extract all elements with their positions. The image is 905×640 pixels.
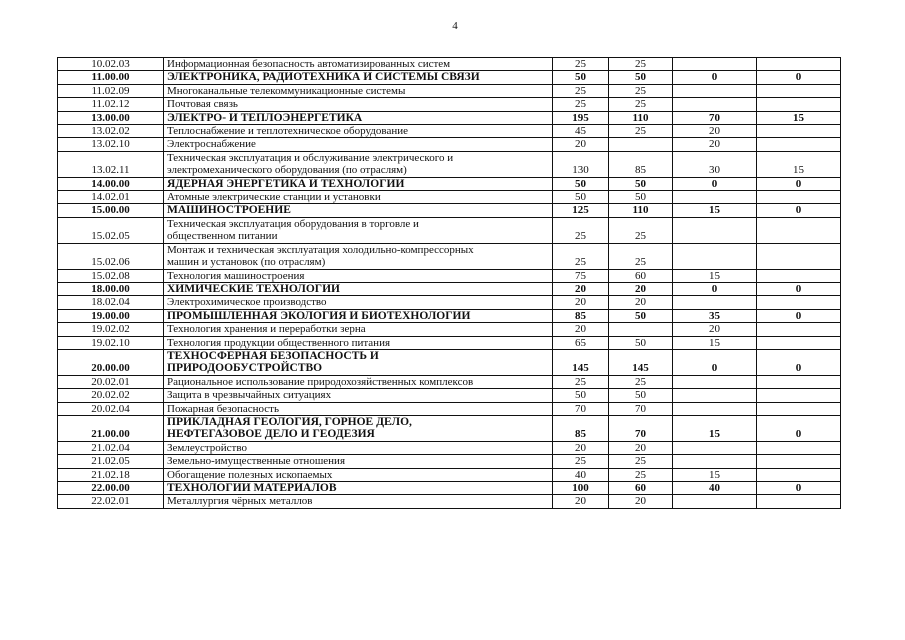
name-cell: [164, 204, 553, 217]
value-cell-c2: 50: [609, 336, 673, 349]
table-row: [58, 217, 841, 243]
code-cell: 13.02.10: [58, 138, 164, 151]
name-line: ТЕХНОСФЕРНАЯ БЕЗОПАСНОСТЬ И: [167, 349, 379, 362]
value-cell-c4: [757, 217, 841, 243]
name-cell: [164, 495, 553, 508]
code-cell: 15.02.06: [58, 243, 164, 269]
name-line: Атомные электрические станции и установки: [167, 191, 381, 204]
value-cell-c2: 145: [609, 349, 673, 375]
name-line: Обогащение полезных ископаемых: [167, 468, 333, 481]
value-cell-c1: 50: [553, 71, 609, 84]
name-cell: [164, 217, 553, 243]
table-row-group: [58, 177, 841, 190]
value-cell-c3: [673, 58, 757, 71]
value-cell-c1: 125: [553, 204, 609, 217]
value-cell-c1: 25: [553, 375, 609, 388]
value-cell-c2: 50: [609, 191, 673, 204]
name-cell: [164, 389, 553, 402]
name-line: ПРИКЛАДНАЯ ГЕОЛОГИЯ, ГОРНОЕ ДЕЛО,: [167, 415, 412, 428]
value-cell-c4: [757, 468, 841, 481]
table-row: [58, 296, 841, 309]
value-cell-c3: 15: [673, 269, 757, 282]
value-cell-c2: 25: [609, 455, 673, 468]
name-cell: [164, 243, 553, 269]
table-row: [58, 84, 841, 97]
value-cell-c3: [673, 441, 757, 454]
value-cell-c2: 50: [609, 309, 673, 322]
value-cell-c3: 20: [673, 323, 757, 336]
value-cell-c4: 0: [757, 415, 841, 441]
name-line: Рациональное использование природохозяйственных комплексов: [167, 375, 474, 388]
code-cell: 20.02.02: [58, 389, 164, 402]
value-cell-c3: 20: [673, 125, 757, 138]
value-cell-c2: 25: [609, 375, 673, 388]
value-cell-c3: 0: [673, 349, 757, 375]
name-cell: [164, 349, 553, 375]
value-cell-c2: [609, 138, 673, 151]
table-row: [58, 125, 841, 138]
name-cell: [164, 125, 553, 138]
name-line: Электроснабжение: [167, 138, 256, 151]
value-cell-c3: [673, 402, 757, 415]
value-cell-c1: 25: [553, 217, 609, 243]
value-cell-c3: 15: [673, 468, 757, 481]
table-body: [58, 58, 841, 509]
value-cell-c1: 20: [553, 495, 609, 508]
name-line: Земельно-имущественные отношения: [167, 455, 345, 468]
table-row: [58, 336, 841, 349]
name-line: Информационная безопасность автоматизированных систем: [167, 58, 451, 70]
value-cell-c4: [757, 323, 841, 336]
table-row: [58, 58, 841, 71]
value-cell-c3: 30: [673, 151, 757, 177]
code-cell: 14.00.00: [58, 177, 164, 190]
value-cell-c3: [673, 217, 757, 243]
value-cell-c1: 50: [553, 177, 609, 190]
value-cell-c1: 75: [553, 269, 609, 282]
value-cell-c2: 85: [609, 151, 673, 177]
page-number: 4: [452, 20, 458, 32]
code-cell: 21.02.04: [58, 441, 164, 454]
name-cell: [164, 441, 553, 454]
value-cell-c4: 0: [757, 349, 841, 375]
value-cell-c1: 45: [553, 125, 609, 138]
value-cell-c4: [757, 296, 841, 309]
name-cell: [164, 177, 553, 190]
value-cell-c4: 0: [757, 482, 841, 495]
table-row: [58, 138, 841, 151]
value-cell-c2: 110: [609, 111, 673, 124]
code-cell: 10.02.03: [58, 58, 164, 71]
name-line: ХИМИЧЕСКИЕ ТЕХНОЛОГИИ: [167, 282, 340, 295]
value-cell-c2: 25: [609, 125, 673, 138]
name-cell: [164, 323, 553, 336]
value-cell-c3: 15: [673, 204, 757, 217]
code-cell: 13.02.02: [58, 125, 164, 138]
value-cell-c2: 25: [609, 58, 673, 71]
value-cell-c4: [757, 495, 841, 508]
name-line: Пожарная безопасность: [167, 402, 279, 415]
value-cell-c2: [609, 323, 673, 336]
value-cell-c1: 85: [553, 309, 609, 322]
code-cell: 14.02.01: [58, 191, 164, 204]
table-row: [58, 269, 841, 282]
name-line: Технология продукции общественного питания: [167, 336, 391, 349]
value-cell-c1: 20: [553, 282, 609, 295]
value-cell-c2: 50: [609, 177, 673, 190]
value-cell-c4: [757, 269, 841, 282]
value-cell-c1: 20: [553, 323, 609, 336]
name-cell: [164, 111, 553, 124]
specialties-table: [57, 57, 841, 509]
value-cell-c4: [757, 84, 841, 97]
table-row: [58, 323, 841, 336]
code-cell: 21.00.00: [58, 415, 164, 441]
table-row-group: [58, 71, 841, 84]
value-cell-c1: 70: [553, 402, 609, 415]
name-cell: [164, 84, 553, 97]
value-cell-c1: 20: [553, 138, 609, 151]
name-cell: [164, 402, 553, 415]
name-cell: [164, 71, 553, 84]
value-cell-c1: 50: [553, 389, 609, 402]
value-cell-c2: 50: [609, 71, 673, 84]
value-cell-c4: 0: [757, 177, 841, 190]
value-cell-c2: 20: [609, 282, 673, 295]
code-cell: 15.02.05: [58, 217, 164, 243]
name-line: электромеханического оборудования (по отраслям): [167, 164, 407, 177]
name-cell: [164, 482, 553, 495]
value-cell-c3: 35: [673, 309, 757, 322]
value-cell-c3: [673, 375, 757, 388]
value-cell-c1: 50: [553, 191, 609, 204]
name-cell: [164, 151, 553, 177]
name-cell: [164, 191, 553, 204]
table-row: [58, 151, 841, 177]
value-cell-c2: 50: [609, 389, 673, 402]
value-cell-c4: [757, 125, 841, 138]
value-cell-c1: 25: [553, 243, 609, 269]
value-cell-c2: 25: [609, 217, 673, 243]
value-cell-c4: 0: [757, 204, 841, 217]
name-cell: [164, 98, 553, 111]
value-cell-c3: [673, 243, 757, 269]
name-line: НЕФТЕГАЗОВОЕ ДЕЛО И ГЕОДЕЗИЯ: [167, 428, 375, 441]
value-cell-c4: [757, 138, 841, 151]
value-cell-c1: 25: [553, 84, 609, 97]
name-line: Монтаж и техническая эксплуатация холодильно-компрессорных: [167, 243, 474, 256]
table-row: [58, 98, 841, 111]
code-cell: 20.00.00: [58, 349, 164, 375]
value-cell-c3: 0: [673, 71, 757, 84]
code-cell: 18.02.04: [58, 296, 164, 309]
value-cell-c4: [757, 58, 841, 71]
code-cell: 11.02.09: [58, 84, 164, 97]
name-line: машин и установок (по отраслям): [167, 256, 326, 269]
name-line: ЭЛЕКТРО- И ТЕПЛОЭНЕРГЕТИКА: [167, 111, 363, 124]
value-cell-c4: [757, 98, 841, 111]
table-row-group: [58, 482, 841, 495]
name-line: Защита в чрезвычайных ситуациях: [167, 389, 332, 402]
value-cell-c3: 20: [673, 138, 757, 151]
value-cell-c2: 60: [609, 482, 673, 495]
value-cell-c1: 40: [553, 468, 609, 481]
name-cell: [164, 336, 553, 349]
name-line: Техническая эксплуатация и обслуживание электрического и: [167, 151, 454, 164]
code-cell: 11.00.00: [58, 71, 164, 84]
name-line: общественном питании: [167, 230, 278, 243]
code-cell: 19.02.02: [58, 323, 164, 336]
name-line: Технология машиностроения: [167, 269, 305, 282]
name-line: Технология хранения и переработки зерна: [167, 323, 366, 336]
code-cell: 15.00.00: [58, 204, 164, 217]
name-cell: [164, 138, 553, 151]
value-cell-c2: 25: [609, 243, 673, 269]
value-cell-c4: 0: [757, 71, 841, 84]
table-row-group: [58, 415, 841, 441]
value-cell-c1: 195: [553, 111, 609, 124]
name-line: ПРОМЫШЛЕННАЯ ЭКОЛОГИЯ И БИОТЕХНОЛОГИИ: [167, 309, 471, 322]
value-cell-c3: [673, 98, 757, 111]
table-row-group: [58, 111, 841, 124]
value-cell-c1: 20: [553, 296, 609, 309]
name-line: Почтовая связь: [167, 98, 238, 111]
name-cell: [164, 309, 553, 322]
name-line: ЯДЕРНАЯ ЭНЕРГЕТИКА И ТЕХНОЛОГИИ: [167, 177, 405, 190]
value-cell-c2: 25: [609, 98, 673, 111]
name-cell: [164, 375, 553, 388]
table-row: [58, 389, 841, 402]
name-line: ТЕХНОЛОГИИ МАТЕРИАЛОВ: [167, 482, 337, 494]
code-cell: 22.02.01: [58, 495, 164, 508]
value-cell-c4: 0: [757, 309, 841, 322]
value-cell-c4: [757, 441, 841, 454]
table-row: [58, 455, 841, 468]
value-cell-c3: [673, 389, 757, 402]
table-row-group: [58, 349, 841, 375]
table-row: [58, 402, 841, 415]
value-cell-c4: 0: [757, 282, 841, 295]
value-cell-c3: 0: [673, 282, 757, 295]
value-cell-c2: 25: [609, 84, 673, 97]
value-cell-c3: 15: [673, 336, 757, 349]
code-cell: 21.02.18: [58, 468, 164, 481]
table-row: [58, 375, 841, 388]
code-cell: 20.02.04: [58, 402, 164, 415]
table-row: [58, 243, 841, 269]
value-cell-c4: [757, 336, 841, 349]
value-cell-c1: 100: [553, 482, 609, 495]
table-row-group: [58, 282, 841, 295]
name-line: ПРИРОДООБУСТРОЙСТВО: [167, 362, 323, 375]
name-line: Землеустройство: [167, 441, 247, 454]
code-cell: 19.02.10: [58, 336, 164, 349]
value-cell-c3: [673, 495, 757, 508]
code-cell: 13.00.00: [58, 111, 164, 124]
value-cell-c1: 25: [553, 58, 609, 71]
name-cell: [164, 58, 553, 71]
value-cell-c4: [757, 402, 841, 415]
value-cell-c4: [757, 243, 841, 269]
value-cell-c3: 40: [673, 482, 757, 495]
value-cell-c1: 130: [553, 151, 609, 177]
value-cell-c3: [673, 84, 757, 97]
value-cell-c4: [757, 375, 841, 388]
name-cell: [164, 455, 553, 468]
code-cell: 21.02.05: [58, 455, 164, 468]
value-cell-c2: 25: [609, 468, 673, 481]
value-cell-c4: [757, 191, 841, 204]
name-line: МАШИНОСТРОЕНИЕ: [167, 204, 291, 217]
name-cell: [164, 415, 553, 441]
code-cell: 13.02.11: [58, 151, 164, 177]
value-cell-c3: [673, 455, 757, 468]
name-cell: [164, 296, 553, 309]
value-cell-c1: 85: [553, 415, 609, 441]
table-row-group: [58, 309, 841, 322]
value-cell-c3: 70: [673, 111, 757, 124]
code-cell: 19.00.00: [58, 309, 164, 322]
name-line: Многоканальные телекоммуникационные системы: [167, 84, 406, 97]
code-cell: 18.00.00: [58, 282, 164, 295]
value-cell-c1: 65: [553, 336, 609, 349]
value-cell-c3: 15: [673, 415, 757, 441]
name-line: Металлургия чёрных металлов: [167, 495, 313, 508]
value-cell-c2: 110: [609, 204, 673, 217]
name-line: Техническая эксплуатация оборудования в торговле и: [167, 217, 419, 230]
name-line: Теплоснабжение и теплотехническое оборудование: [167, 125, 408, 138]
table-row: [58, 468, 841, 481]
table-row-group: [58, 204, 841, 217]
value-cell-c4: 15: [757, 151, 841, 177]
value-cell-c4: [757, 389, 841, 402]
value-cell-c1: 25: [553, 455, 609, 468]
value-cell-c2: 20: [609, 441, 673, 454]
table-row: [58, 495, 841, 508]
value-cell-c2: 70: [609, 402, 673, 415]
value-cell-c2: 20: [609, 495, 673, 508]
value-cell-c1: 20: [553, 441, 609, 454]
code-cell: 22.00.00: [58, 482, 164, 495]
value-cell-c3: [673, 191, 757, 204]
value-cell-c2: 70: [609, 415, 673, 441]
table-row: [58, 441, 841, 454]
value-cell-c3: 0: [673, 177, 757, 190]
name-cell: [164, 282, 553, 295]
value-cell-c4: [757, 455, 841, 468]
code-cell: 20.02.01: [58, 375, 164, 388]
value-cell-c2: 60: [609, 269, 673, 282]
value-cell-c3: [673, 296, 757, 309]
name-line: ЭЛЕКТРОНИКА, РАДИОТЕХНИКА И СИСТЕМЫ СВЯЗИ: [167, 71, 480, 84]
code-cell: 15.02.08: [58, 269, 164, 282]
name-cell: [164, 269, 553, 282]
table-row: [58, 191, 841, 204]
code-cell: 11.02.12: [58, 98, 164, 111]
value-cell-c4: 15: [757, 111, 841, 124]
name-cell: [164, 468, 553, 481]
value-cell-c1: 25: [553, 98, 609, 111]
value-cell-c1: 145: [553, 349, 609, 375]
value-cell-c2: 20: [609, 296, 673, 309]
name-line: Электрохимическое производство: [167, 296, 327, 309]
